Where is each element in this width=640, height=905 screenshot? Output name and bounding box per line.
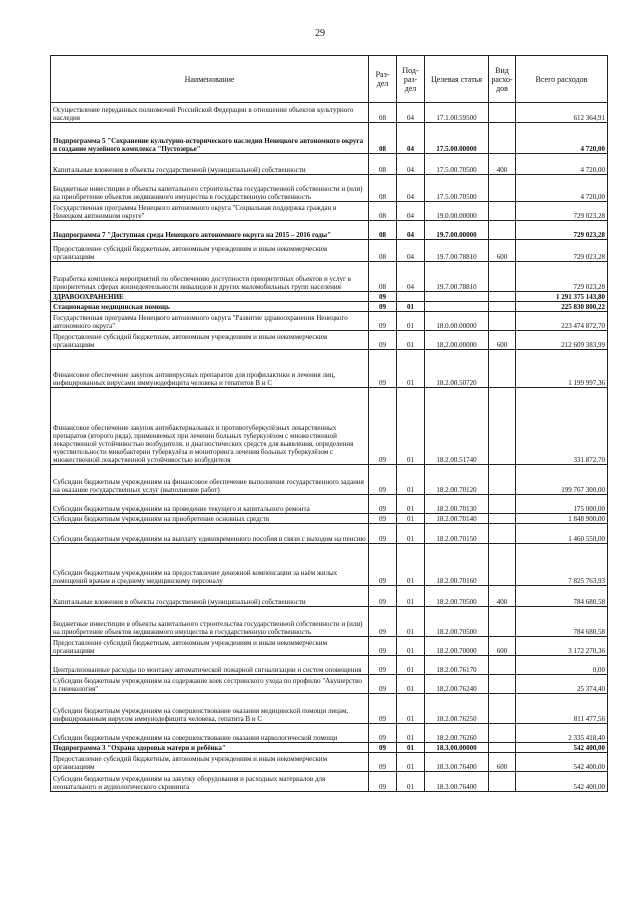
table-header-row (51, 56, 608, 103)
page-number: 29 (315, 28, 325, 39)
cell-target: 17.5.00.70500 (425, 154, 489, 175)
cell-total: 729 023,28 (516, 202, 608, 221)
cell-subsection: 01 (397, 772, 425, 792)
cell-type: 600 (489, 753, 516, 772)
cell-target: 18.2.00.70150 (425, 524, 489, 544)
table-row (51, 240, 608, 262)
table-row (51, 123, 608, 154)
cell-section: 09 (369, 495, 397, 514)
cell-section: 09 (369, 724, 397, 743)
cell-total: 542 400,00 (516, 753, 608, 772)
cell-type (489, 524, 516, 544)
cell-name: Стационарная медицинская помощь (51, 302, 369, 312)
table-row (51, 637, 608, 656)
cell-subsection: 04 (397, 240, 425, 262)
cell-target: 17.5.00.00000 (425, 123, 489, 154)
cell-name: Субсидии бюджетным учреждениям на закупку оборудования и расходных материалов для неонатального и аудиологического скрининга (51, 772, 369, 792)
cell-name: Государственная программа Ненецкого автономного округа "Социальная поддержка граждан в Ненецком автономном округе" (51, 202, 369, 221)
cell-total: 612 364,91 (516, 103, 608, 123)
cell-target: 18.2.00.70140 (425, 514, 489, 524)
cell-section: 08 (369, 221, 397, 240)
table-row (51, 753, 608, 772)
cell-target: 19.7.00.78810 (425, 240, 489, 262)
cell-total: 784 680,58 (516, 586, 608, 607)
cell-type: 400 (489, 154, 516, 175)
cell-type (489, 123, 516, 154)
cell-total: 542 400,00 (516, 772, 608, 792)
cell-name: Предоставление субсидий бюджетным, автономным учреждениям и иным некоммерческим организациям (51, 637, 369, 656)
cell-section: 09 (369, 694, 397, 724)
cell-type (489, 388, 516, 465)
cell-target: 18.3.00.76400 (425, 753, 489, 772)
cell-type (489, 656, 516, 675)
cell-subsection: 01 (397, 637, 425, 656)
header-target: Целевая статья (425, 56, 489, 103)
cell-total: 3 172 270,36 (516, 637, 608, 656)
table-row (51, 388, 608, 465)
cell-total: 331 872,70 (516, 388, 608, 465)
cell-target: 19.7.00.78810 (425, 262, 489, 292)
cell-name: Субсидии бюджетным учреждениям на финансовое обеспечение выполнения государственного задания на оказание государственных услуг (выполнение работ) (51, 465, 369, 495)
cell-subsection: 04 (397, 262, 425, 292)
cell-type (489, 262, 516, 292)
cell-type (489, 495, 516, 514)
table-row (51, 103, 608, 123)
table-row (51, 312, 608, 331)
table-row (51, 465, 608, 495)
cell-type (489, 175, 516, 202)
cell-target: 18.2.00.50720 (425, 350, 489, 388)
cell-name: Государственная программа Ненецкого автономного округа "Развитие здравоохранения Ненецкого автономного округа" (51, 312, 369, 331)
cell-target: 18.2.00.00000 (425, 331, 489, 350)
cell-subsection: 01 (397, 514, 425, 524)
cell-target: 17.5.00.70500 (425, 175, 489, 202)
header-name: Наименование (51, 56, 369, 103)
cell-target: 18.2.00.70500 (425, 586, 489, 607)
cell-subsection: 01 (397, 495, 425, 514)
cell-section: 09 (369, 586, 397, 607)
cell-total: 729 023,28 (516, 221, 608, 240)
cell-total: 25 374,40 (516, 675, 608, 694)
cell-total: 212 609 383,99 (516, 331, 608, 350)
table-row (51, 175, 608, 202)
cell-target: 18.2.00.76250 (425, 694, 489, 724)
cell-subsection: 01 (397, 586, 425, 607)
header-type: Вид расхо-дов (489, 56, 516, 103)
table-row (51, 202, 608, 221)
cell-subsection: 01 (397, 607, 425, 637)
cell-section: 09 (369, 350, 397, 388)
cell-type (489, 743, 516, 753)
header-subsection: Под-раз-дел (397, 56, 425, 103)
cell-subsection: 01 (397, 694, 425, 724)
cell-name: Субсидии бюджетным учреждениям на приобретение основных средств (51, 514, 369, 524)
cell-subsection: 01 (397, 302, 425, 312)
cell-target: 17.1.00.59500 (425, 103, 489, 123)
cell-type (489, 724, 516, 743)
cell-name: Бюджетные инвестиции в объекты капитального строительства государственной собственности и (или) на приобретение объектов недвижимого имущества в государственную собственность (51, 607, 369, 637)
table-row (51, 772, 608, 792)
cell-type: 600 (489, 240, 516, 262)
cell-name: Субсидии бюджетным учреждениям на проведение текущего и капитального ремонта (51, 495, 369, 514)
cell-total: 0,00 (516, 656, 608, 675)
cell-section: 09 (369, 331, 397, 350)
cell-name: Субсидии бюджетным учреждениям на совершенствование оказания медицинской помощи лицам, инфицированным вирусом иммунодефицита человека, гепатита В и С (51, 694, 369, 724)
table-row (51, 154, 608, 175)
cell-subsection: 04 (397, 202, 425, 221)
header-section: Раз-дел (369, 56, 397, 103)
cell-name: Субсидии бюджетным учреждениям на выплату единовременного пособия в связи с выходом на пенсию (51, 524, 369, 544)
cell-section: 08 (369, 154, 397, 175)
table-row (51, 495, 608, 514)
cell-section: 09 (369, 388, 397, 465)
table-row (51, 586, 608, 607)
cell-name: Подпрограмма 5 "Сохранение культурно-исторического наследия Ненецкого автономного округа и создание музейного комплекса "Пустозерье" (51, 123, 369, 154)
cell-type (489, 103, 516, 123)
table-row (51, 675, 608, 694)
cell-total: 1 848 900,00 (516, 514, 608, 524)
table-row (51, 302, 608, 312)
cell-section: 09 (369, 292, 397, 302)
cell-subsection: 01 (397, 465, 425, 495)
cell-section: 08 (369, 175, 397, 202)
cell-section: 09 (369, 302, 397, 312)
cell-total: 729 023,28 (516, 240, 608, 262)
cell-type (489, 465, 516, 495)
cell-type: 600 (489, 331, 516, 350)
cell-type (489, 675, 516, 694)
cell-total: 1 460 550,00 (516, 524, 608, 544)
cell-type (489, 302, 516, 312)
cell-target: 18.3.00.76400 (425, 772, 489, 792)
cell-name: Предоставление субсидий бюджетным, автономным учреждениям и иным некоммерческим организациям (51, 331, 369, 350)
budget-table (50, 55, 608, 792)
cell-total: 729 023,28 (516, 262, 608, 292)
cell-total: 4 720,00 (516, 154, 608, 175)
cell-total: 1 291 375 143,80 (516, 292, 608, 302)
cell-section: 09 (369, 312, 397, 331)
cell-type: 400 (489, 586, 516, 607)
cell-target: 19.7.00.00000 (425, 221, 489, 240)
cell-type (489, 221, 516, 240)
cell-name: Финансовое обеспечение закупок антибактериальных и противотуберкулёзных лекарственных препаратов (второго ряда), применяемых при лечении больных туберкулёзом с множественной лекарственной устойчивостью возбудителя, и диагностических средств для выявления, определения чувствительности микобактерии туберкулёза и мониторинга лечения больных туберкулёзом с множественной лекарственной устойчивостью возбудителя (51, 388, 369, 465)
cell-section: 09 (369, 675, 397, 694)
table-row (51, 514, 608, 524)
cell-section: 08 (369, 103, 397, 123)
cell-subsection: 01 (397, 544, 425, 586)
cell-subsection: 04 (397, 175, 425, 202)
cell-subsection: 01 (397, 524, 425, 544)
cell-type (489, 772, 516, 792)
cell-name: Капитальные вложения в объекты государственной (муниципальной) собственности (51, 586, 369, 607)
cell-total: 811 477,56 (516, 694, 608, 724)
cell-total: 175 000,00 (516, 495, 608, 514)
cell-target (425, 302, 489, 312)
cell-total: 223 474 872,70 (516, 312, 608, 331)
cell-target (425, 292, 489, 302)
table-row (51, 656, 608, 675)
cell-name: Осуществление переданных полномочий Российской Федерации в отношении объектов культурного наследия (51, 103, 369, 123)
header-total: Всего расходов (516, 56, 608, 103)
cell-target: 18.0.00.00000 (425, 312, 489, 331)
cell-section: 09 (369, 524, 397, 544)
table-row (51, 524, 608, 544)
cell-type (489, 312, 516, 331)
cell-subsection: 01 (397, 331, 425, 350)
table-row (51, 262, 608, 292)
cell-type (489, 292, 516, 302)
cell-section: 08 (369, 262, 397, 292)
cell-name: Подпрограмма 7 "Доступная среда Ненецкого автономного округа на 2015 – 2016 годы" (51, 221, 369, 240)
cell-type: 600 (489, 637, 516, 656)
cell-subsection: 01 (397, 388, 425, 465)
cell-total: 199 767 300,00 (516, 465, 608, 495)
cell-subsection: 01 (397, 724, 425, 743)
cell-target: 19.0.00.00000 (425, 202, 489, 221)
cell-section: 09 (369, 753, 397, 772)
cell-name: Подпрограмма 3 "Охрана здоровья матери и ребёнка" (51, 743, 369, 753)
cell-target: 18.2.00.70120 (425, 465, 489, 495)
cell-target: 18.2.00.76240 (425, 675, 489, 694)
cell-name: Разработка комплекса мероприятий по обеспечению доступности приоритетных объектов и услуг в приоритетных сферах жизнедеятельности инвалидов и других маломобильных групп населения (51, 262, 369, 292)
cell-section: 09 (369, 544, 397, 586)
cell-total: 4 720,00 (516, 123, 608, 154)
cell-name: Финансовое обеспечение закупок антивирусных препаратов для профилактики и лечения лиц, инфицированных вирусами иммунодефицита человека и гепатитов В и С (51, 350, 369, 388)
cell-type (489, 694, 516, 724)
cell-section: 08 (369, 202, 397, 221)
cell-subsection: 01 (397, 656, 425, 675)
cell-name: Бюджетные инвестиции в объекты капитального строительства государственной собственности и (или) на приобретение объектов недвижимого имущества в государственную собственность (51, 175, 369, 202)
cell-section: 09 (369, 637, 397, 656)
table-row (51, 331, 608, 350)
cell-section: 09 (369, 465, 397, 495)
cell-section: 09 (369, 656, 397, 675)
cell-total: 1 199 997,36 (516, 350, 608, 388)
table-row (51, 743, 608, 753)
cell-name: Субсидии бюджетным учреждениям на содержание коек сестринского ухода по профилю "Акушерство и гинекология" (51, 675, 369, 694)
table-row (51, 292, 608, 302)
cell-subsection: 04 (397, 154, 425, 175)
cell-section: 09 (369, 514, 397, 524)
cell-section: 09 (369, 607, 397, 637)
cell-type (489, 607, 516, 637)
table-row (51, 694, 608, 724)
cell-name: Субсидии бюджетным учреждениям на совершенствование оказания наркологической помощи (51, 724, 369, 743)
cell-name: ЗДРАВООХРАНЕНИЕ (51, 292, 369, 302)
cell-subsection: 01 (397, 312, 425, 331)
table-row (51, 724, 608, 743)
cell-target: 18.2.00.70500 (425, 607, 489, 637)
cell-target: 18.2.00.70130 (425, 495, 489, 514)
cell-total: 542 400,00 (516, 743, 608, 753)
cell-total: 784 680,58 (516, 607, 608, 637)
table-row (51, 607, 608, 637)
cell-type (489, 350, 516, 388)
cell-type (489, 202, 516, 221)
cell-total: 7 825 763,93 (516, 544, 608, 586)
cell-type (489, 514, 516, 524)
cell-total: 225 830 800,22 (516, 302, 608, 312)
cell-name: Предоставление субсидий бюджетным, автономным учреждениям и иным некоммерческим организациям (51, 240, 369, 262)
cell-target: 18.2.00.76170 (425, 656, 489, 675)
cell-subsection: 01 (397, 675, 425, 694)
table-row (51, 350, 608, 388)
table-row (51, 221, 608, 240)
cell-subsection: 04 (397, 221, 425, 240)
cell-target: 18.2.00.70160 (425, 544, 489, 586)
cell-subsection: 04 (397, 103, 425, 123)
cell-subsection: 01 (397, 743, 425, 753)
cell-section: 09 (369, 772, 397, 792)
cell-section: 08 (369, 123, 397, 154)
cell-section: 09 (369, 743, 397, 753)
cell-name: Субсидии бюджетным учреждениям на предоставление денежной компенсации за наём жилых помещений врачам и среднему медицинскому персоналу (51, 544, 369, 586)
cell-target: 18.2.00.76260 (425, 724, 489, 743)
table-body (51, 103, 608, 792)
cell-name: Предоставление субсидий бюджетным, автономным учреждениям и иным некоммерческим организациям (51, 753, 369, 772)
cell-name: Капитальные вложения в объекты государственной (муниципальной) собственности (51, 154, 369, 175)
cell-name: Централизованные расходы по монтажу автоматической пожарной сигнализации и систем оповещения (51, 656, 369, 675)
cell-target: 18.2.00.70000 (425, 637, 489, 656)
table-row (51, 544, 608, 586)
cell-subsection: 01 (397, 753, 425, 772)
cell-subsection: 01 (397, 350, 425, 388)
cell-subsection (397, 292, 425, 302)
cell-subsection: 04 (397, 123, 425, 154)
cell-target: 18.2.00.51740 (425, 388, 489, 465)
cell-type (489, 544, 516, 586)
cell-target: 18.3.00.00000 (425, 743, 489, 753)
cell-section: 08 (369, 240, 397, 262)
cell-total: 2 335 418,40 (516, 724, 608, 743)
cell-total: 4 720,00 (516, 175, 608, 202)
